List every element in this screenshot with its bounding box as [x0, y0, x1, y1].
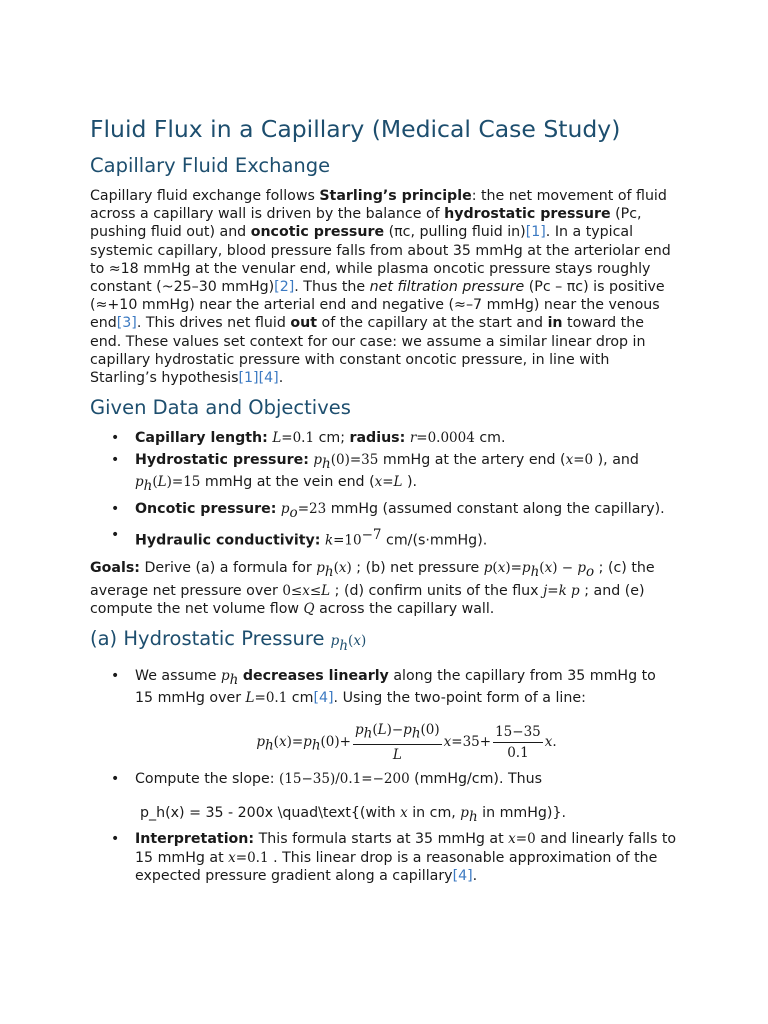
math: h [264, 737, 274, 754]
math: =23 [297, 500, 327, 517]
math: h [324, 564, 334, 581]
text: ; (b) net pressure [351, 560, 484, 577]
math: )− [386, 722, 404, 739]
fraction [353, 721, 442, 764]
list-item [135, 526, 678, 550]
hydro-list [90, 667, 678, 885]
math: L [157, 474, 167, 491]
list-item [135, 830, 678, 885]
math: (0) [420, 722, 440, 739]
list-item [135, 770, 678, 826]
math: ( [539, 560, 545, 577]
heading-text: (a) Hydrostatic Pressure [90, 626, 331, 650]
goals-label: Goals: [90, 560, 140, 577]
math: p [313, 452, 323, 469]
section-capillary-fluid-exchange [90, 153, 678, 387]
math: o [586, 564, 595, 581]
display-equation [135, 721, 678, 764]
text: ; (d) confirm units of the flux [330, 582, 544, 599]
text: ), and [593, 452, 639, 469]
math: ( [372, 722, 378, 739]
math: o [289, 504, 298, 521]
math: (0)=35 [330, 452, 379, 469]
math: x [565, 452, 574, 469]
math: L [272, 430, 282, 447]
text: p_h(x) = 35 - 200x \quad\text{(with [140, 805, 401, 822]
text: . [278, 370, 284, 387]
text: . [472, 867, 478, 884]
math: L [377, 722, 387, 739]
math: r [409, 430, 417, 447]
math: x [544, 734, 553, 751]
item-label: Oncotic pressure: [135, 500, 277, 517]
math: ≤ [309, 582, 322, 599]
list-item [135, 500, 678, 522]
term-starling: Starling’s principle [319, 188, 472, 204]
math: ( [273, 734, 279, 751]
math: k [558, 582, 567, 599]
math: h [339, 637, 349, 654]
text: and linearly falls to 15 mmHg at [135, 831, 677, 866]
text: Compute the slope: [135, 771, 280, 788]
math: − [557, 560, 578, 577]
given-list [90, 429, 678, 549]
term-hydrostatic: hydrostatic pressure [444, 206, 611, 223]
math: =0 [573, 452, 594, 469]
math: ( [492, 560, 498, 577]
math: )= [286, 734, 304, 751]
math: p [135, 474, 144, 491]
text: (πc, pulling fluid in) [384, 224, 526, 241]
math: x [278, 734, 287, 751]
text: We assume [135, 667, 221, 684]
math: (15−35)/0.1=−200 [279, 771, 410, 788]
text: cm. [474, 430, 506, 447]
text: (Pc, pushing fluid out) and [90, 206, 642, 241]
text: ; and (e) compute the net volume flow [90, 582, 645, 617]
text: mmHg at the vein end ( [200, 474, 375, 491]
math: =0 [515, 831, 536, 848]
math: p [460, 805, 469, 822]
math: Q [303, 600, 315, 617]
item-label: Hydraulic conductivity: [135, 532, 321, 549]
text: in cm, [407, 805, 461, 822]
math: h [363, 725, 373, 742]
math: x [353, 632, 361, 649]
section-heading: Given Data and Objectives [90, 396, 351, 420]
page-title: Fluid Flux in a Capillary (Medical Case Study) [90, 115, 621, 143]
math: =10 [333, 532, 362, 549]
text: . This drives net fluid [136, 315, 291, 332]
math: h [530, 564, 540, 581]
math: p [303, 734, 312, 751]
text: Capillary fluid exchange follows [90, 188, 320, 204]
citation-link[interactable]: [1] [525, 224, 546, 241]
term-oncotic: oncotic pressure [250, 224, 385, 241]
text: mmHg (assumed constant along the capillary). [326, 500, 665, 517]
math: p [330, 632, 340, 649]
raw-latex-line [140, 804, 678, 826]
math: x [338, 560, 347, 577]
math: 0≤ [282, 582, 303, 599]
math: p [403, 722, 412, 739]
term-net-filtration: net filtration pressure [369, 279, 525, 296]
math: ( [333, 560, 339, 577]
text: . This linear drop is a reasonable approximation of the expected pressure gradient along a capillary [135, 849, 658, 884]
math: =0.0004 [416, 430, 475, 447]
math: )=15 [166, 474, 201, 491]
text: ; (c) the average net pressure over [90, 560, 655, 599]
section-heading: Capillary Fluid Exchange [90, 154, 331, 177]
denominator: L [392, 746, 402, 763]
text: (Pc – πc) is positive (≈+10 mmHg) near the arterial end and negative (≈–7 mmHg) near the venous end [90, 279, 665, 332]
numerator [353, 721, 442, 745]
math: p [521, 560, 531, 577]
text: of the capillary at the start and [317, 315, 548, 332]
math: . [552, 734, 557, 751]
math: x [374, 474, 383, 491]
citation-link[interactable]: [4] [313, 689, 334, 706]
math: ) [346, 560, 352, 577]
math: x [443, 734, 452, 751]
term-in: in [547, 315, 563, 332]
math: k [324, 532, 334, 549]
math: h [143, 478, 153, 495]
text: : the net movement of fluid across a capillary wall is driven by the balance of [90, 188, 667, 223]
math: =0.1 [235, 849, 269, 866]
math: x [544, 560, 553, 577]
item-label: Interpretation: [135, 831, 255, 848]
text: (mmHg/cm). Thus [409, 771, 543, 788]
math: L [393, 474, 403, 491]
math: =35+ [451, 734, 492, 751]
section-hydrostatic-pressure [90, 626, 678, 885]
math: ) [552, 560, 558, 577]
denominator: 0.1 [507, 745, 529, 762]
math: x [508, 831, 516, 848]
section-given-data [90, 395, 678, 618]
math: h [311, 737, 321, 754]
math: L [321, 582, 331, 599]
math: x [497, 560, 506, 577]
citation-link[interactable]: [2] [274, 279, 295, 296]
math: p [316, 560, 325, 577]
math: p [220, 667, 230, 684]
text: cm/(s·mmHg). [381, 532, 488, 549]
text: in mmHg)}. [477, 805, 566, 822]
text: . Thus the [294, 279, 370, 296]
text: . Using the two-point form of a line: [333, 689, 586, 706]
math: =0.1 [254, 689, 288, 706]
math: )= [505, 560, 522, 577]
numerator: 15−35 [493, 723, 543, 743]
citation-link[interactable]: [1] [238, 370, 259, 387]
math: h [322, 456, 331, 473]
math: −7 [361, 526, 382, 543]
math: ( [152, 474, 158, 491]
text: toward the end. These values set context for our case: we assume a similar linear drop in capillary hydrostatic pressure with constant oncotic pressure, in line with Starling’s hypothesis [90, 315, 646, 387]
section-heading [90, 626, 678, 659]
math: L [245, 689, 255, 706]
term-decreases-linearly: decreases linearly [242, 667, 389, 684]
math: j [543, 582, 548, 599]
math: p [280, 500, 290, 517]
item-label: Capillary length: [135, 430, 268, 447]
text: cm; [314, 430, 350, 447]
text: Derive (a) a formula for [139, 560, 317, 577]
item-label: radius: [349, 430, 406, 447]
list-item [135, 429, 678, 447]
math: p [571, 582, 580, 599]
math: h [229, 671, 239, 688]
text: across the capillary wall. [314, 600, 495, 617]
list-item [135, 451, 678, 495]
math: = [547, 582, 559, 599]
math: ( [348, 632, 354, 649]
math: h [468, 809, 478, 826]
math: p [577, 560, 587, 577]
text: . In a typical systemic capillary, blood pressure falls from about 35 mmHg at the arteriolar end to ≈18 mmHg at the venular end, while plasma oncotic pressure stays roughly constant (~25–30 mmHg) [90, 224, 671, 296]
math: =0.1 [281, 430, 315, 447]
citation-link[interactable]: [3] [116, 315, 137, 332]
math: p [483, 560, 493, 577]
math: p [256, 734, 265, 751]
item-label: Hydrostatic pressure: [135, 452, 309, 469]
intro-paragraph [90, 187, 678, 387]
term-out: out [290, 315, 317, 332]
text: ). [402, 474, 418, 491]
math: x [302, 582, 310, 599]
citation-link[interactable]: [4] [452, 867, 473, 884]
text: cm [287, 689, 314, 706]
text: along the capillary from 35 mmHg to 15 mmHg over [135, 667, 656, 706]
fraction [493, 723, 543, 762]
text: mmHg at the artery end ( [378, 452, 566, 469]
math: ) [360, 632, 367, 649]
math: x [400, 805, 408, 822]
math: x [228, 849, 236, 866]
math: = [382, 474, 394, 491]
math: h [411, 725, 421, 742]
math: p [354, 722, 364, 739]
list-item [135, 667, 678, 764]
goals-paragraph [90, 559, 678, 617]
math: (0)+ [320, 734, 351, 751]
text: This formula starts at 35 mmHg at [254, 831, 509, 848]
citation-link[interactable]: [4] [258, 370, 279, 387]
